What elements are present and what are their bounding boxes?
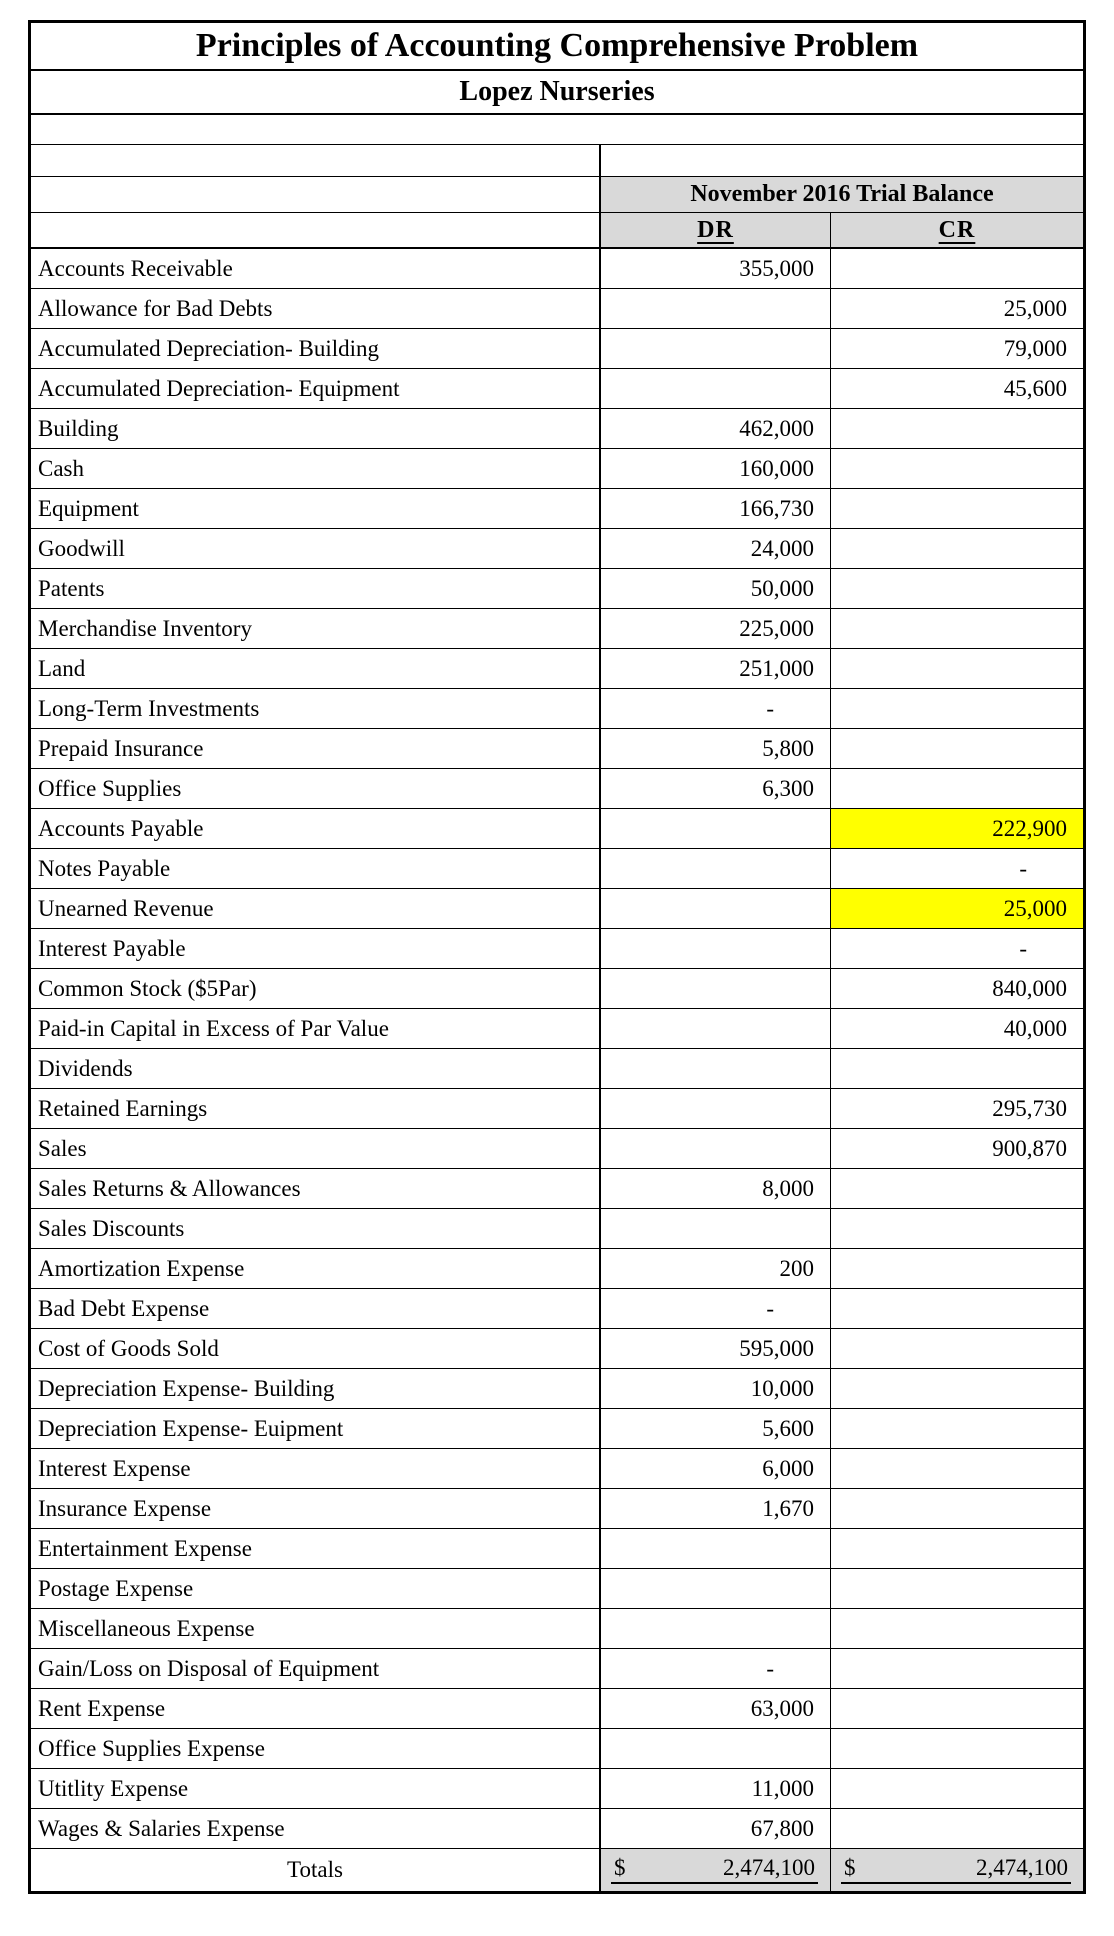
dr-value: - bbox=[601, 1649, 831, 1689]
dr-value bbox=[601, 929, 831, 969]
account-name: Gain/Loss on Disposal of Equipment bbox=[31, 1649, 601, 1689]
table-row bbox=[31, 369, 1083, 409]
dr-value: 10,000 bbox=[601, 1369, 831, 1409]
account-name: Allowance for Bad Debts bbox=[31, 289, 601, 329]
cr-value: 25,000 bbox=[831, 889, 1083, 929]
dr-value bbox=[601, 1569, 831, 1609]
dr-value bbox=[601, 1089, 831, 1129]
column-header-row bbox=[31, 213, 1083, 249]
cr-value bbox=[831, 529, 1083, 569]
table-row bbox=[31, 649, 1083, 689]
dr-value: 5,800 bbox=[601, 729, 831, 769]
cr-total-value: 2,474,100 bbox=[976, 1854, 1068, 1880]
account-name: Patents bbox=[31, 569, 601, 609]
dr-value bbox=[601, 809, 831, 849]
table-row bbox=[31, 1129, 1083, 1169]
dr-value: 50,000 bbox=[601, 569, 831, 609]
account-name: Wages & Salaries Expense bbox=[31, 1809, 601, 1849]
table-row bbox=[31, 1049, 1083, 1089]
blank-cell bbox=[601, 145, 1083, 177]
account-name: Notes Payable bbox=[31, 849, 601, 889]
cr-value bbox=[831, 1809, 1083, 1849]
cr-value bbox=[831, 769, 1083, 809]
dr-value bbox=[601, 369, 831, 409]
cr-value: - bbox=[831, 849, 1083, 889]
cr-value bbox=[831, 1409, 1083, 1449]
dr-value: 6,300 bbox=[601, 769, 831, 809]
dr-total bbox=[611, 1855, 818, 1884]
cr-value bbox=[831, 1729, 1083, 1769]
dr-value bbox=[601, 1529, 831, 1569]
account-name: Sales bbox=[31, 1129, 601, 1169]
dr-value: 462,000 bbox=[601, 409, 831, 449]
dr-total-value: 2,474,100 bbox=[723, 1854, 815, 1880]
account-name: Long-Term Investments bbox=[31, 689, 601, 729]
table-row bbox=[31, 1009, 1083, 1049]
account-name: Sales Discounts bbox=[31, 1209, 601, 1249]
account-name: Utitlity Expense bbox=[31, 1769, 601, 1809]
account-name: Insurance Expense bbox=[31, 1489, 601, 1529]
cr-value bbox=[831, 1249, 1083, 1289]
dr-value: 595,000 bbox=[601, 1329, 831, 1369]
account-name: Office Supplies Expense bbox=[31, 1729, 601, 1769]
account-name: Bad Debt Expense bbox=[31, 1289, 601, 1329]
cr-column-header: CR bbox=[831, 213, 1083, 249]
account-name: Interest Expense bbox=[31, 1449, 601, 1489]
table-row bbox=[31, 729, 1083, 769]
account-name: Retained Earnings bbox=[31, 1089, 601, 1129]
cr-value: - bbox=[831, 929, 1083, 969]
dr-value: 67,800 bbox=[601, 1809, 831, 1849]
account-name: Entertainment Expense bbox=[31, 1529, 601, 1569]
table-row bbox=[31, 489, 1083, 529]
dr-value: 5,600 bbox=[601, 1409, 831, 1449]
cr-value: 40,000 bbox=[831, 1009, 1083, 1049]
account-name: Building bbox=[31, 409, 601, 449]
account-name: Common Stock ($5Par) bbox=[31, 969, 601, 1009]
cr-value bbox=[831, 1169, 1083, 1209]
account-name: Merchandise Inventory bbox=[31, 609, 601, 649]
dr-value: 11,000 bbox=[601, 1769, 831, 1809]
account-name: Accounts Receivable bbox=[31, 249, 601, 289]
account-name: Prepaid Insurance bbox=[31, 729, 601, 769]
cr-value bbox=[831, 1049, 1083, 1089]
blank-row bbox=[31, 115, 1083, 145]
account-name: Equipment bbox=[31, 489, 601, 529]
cr-value bbox=[831, 1449, 1083, 1489]
table-row bbox=[31, 1729, 1083, 1769]
account-name: Sales Returns & Allowances bbox=[31, 1169, 601, 1209]
dr-value: 355,000 bbox=[601, 249, 831, 289]
dr-column-header: DR bbox=[601, 213, 831, 249]
table-row bbox=[31, 1329, 1083, 1369]
account-name: Cash bbox=[31, 449, 601, 489]
table-row bbox=[31, 1609, 1083, 1649]
account-name: Accumulated Depreciation- Building bbox=[31, 329, 601, 369]
table-row bbox=[31, 929, 1083, 969]
title-row bbox=[31, 23, 1083, 71]
dr-value: 225,000 bbox=[601, 609, 831, 649]
trial-balance-sheet bbox=[28, 20, 1086, 1894]
cr-value bbox=[831, 729, 1083, 769]
table-row bbox=[31, 1249, 1083, 1289]
dr-value: 6,000 bbox=[601, 1449, 831, 1489]
dr-value: 63,000 bbox=[601, 1689, 831, 1729]
account-name: Accounts Payable bbox=[31, 809, 601, 849]
cr-value bbox=[831, 649, 1083, 689]
cr-value bbox=[831, 449, 1083, 489]
dr-value bbox=[601, 329, 831, 369]
account-name: Postage Expense bbox=[31, 1569, 601, 1609]
cr-value bbox=[831, 609, 1083, 649]
blank-cell bbox=[31, 145, 601, 177]
table-row bbox=[31, 569, 1083, 609]
cr-value bbox=[831, 1649, 1083, 1689]
page-title: Principles of Accounting Comprehensive Problem bbox=[31, 23, 1083, 71]
subtitle-row bbox=[31, 71, 1083, 115]
table-row bbox=[31, 1529, 1083, 1569]
cr-value bbox=[831, 1769, 1083, 1809]
cr-value bbox=[831, 409, 1083, 449]
table-row bbox=[31, 849, 1083, 889]
cr-value bbox=[831, 1289, 1083, 1329]
dr-value bbox=[601, 1609, 831, 1649]
totals-label: Totals bbox=[31, 1849, 601, 1891]
cr-value bbox=[831, 249, 1083, 289]
account-name: Miscellaneous Expense bbox=[31, 1609, 601, 1649]
cr-total-cell bbox=[831, 1849, 1083, 1891]
cr-value bbox=[831, 1569, 1083, 1609]
table-row bbox=[31, 409, 1083, 449]
dr-value: - bbox=[601, 1289, 831, 1329]
dr-value: 160,000 bbox=[601, 449, 831, 489]
cr-value: 79,000 bbox=[831, 329, 1083, 369]
cr-value: 900,870 bbox=[831, 1129, 1083, 1169]
dr-value: 24,000 bbox=[601, 529, 831, 569]
dollar-sign: $ bbox=[614, 1854, 626, 1880]
account-name: Paid-in Capital in Excess of Par Value bbox=[31, 1009, 601, 1049]
table-row bbox=[31, 1769, 1083, 1809]
table-row bbox=[31, 1409, 1083, 1449]
dr-value: 200 bbox=[601, 1249, 831, 1289]
account-name: Interest Payable bbox=[31, 929, 601, 969]
cr-value: 840,000 bbox=[831, 969, 1083, 1009]
table-row bbox=[31, 1649, 1083, 1689]
account-name: Depreciation Expense- Building bbox=[31, 1369, 601, 1409]
account-name: Rent Expense bbox=[31, 1689, 601, 1729]
table-row bbox=[31, 769, 1083, 809]
table-row bbox=[31, 249, 1083, 289]
cr-value bbox=[831, 1609, 1083, 1649]
trial-balance-header: November 2016 Trial Balance bbox=[601, 177, 1083, 213]
blank-cell bbox=[31, 177, 601, 213]
cr-value: 25,000 bbox=[831, 289, 1083, 329]
blank-row bbox=[31, 145, 1083, 177]
table-row bbox=[31, 1169, 1083, 1209]
dr-value bbox=[601, 889, 831, 929]
table-row bbox=[31, 529, 1083, 569]
table-row bbox=[31, 1449, 1083, 1489]
account-name: Goodwill bbox=[31, 529, 601, 569]
cr-value: 45,600 bbox=[831, 369, 1083, 409]
dr-value bbox=[601, 1009, 831, 1049]
dr-total-cell bbox=[601, 1849, 831, 1891]
dr-value: 166,730 bbox=[601, 489, 831, 529]
account-name: Cost of Goods Sold bbox=[31, 1329, 601, 1369]
table-row bbox=[31, 1489, 1083, 1529]
table-row bbox=[31, 889, 1083, 929]
dr-value bbox=[601, 1049, 831, 1089]
table-row bbox=[31, 1369, 1083, 1409]
dr-value: 1,670 bbox=[601, 1489, 831, 1529]
company-name: Lopez Nurseries bbox=[31, 71, 1083, 115]
account-name: Accumulated Depreciation- Equipment bbox=[31, 369, 601, 409]
dr-value: - bbox=[601, 689, 831, 729]
dr-value bbox=[601, 1209, 831, 1249]
table-row bbox=[31, 969, 1083, 1009]
totals-row bbox=[31, 1849, 1083, 1891]
table-row bbox=[31, 289, 1083, 329]
cr-value bbox=[831, 689, 1083, 729]
dr-value bbox=[601, 1129, 831, 1169]
table-row bbox=[31, 449, 1083, 489]
table-row bbox=[31, 1689, 1083, 1729]
cr-value bbox=[831, 569, 1083, 609]
cr-value bbox=[831, 1209, 1083, 1249]
dr-value: 8,000 bbox=[601, 1169, 831, 1209]
table-row bbox=[31, 809, 1083, 849]
account-name: Amortization Expense bbox=[31, 1249, 601, 1289]
dr-value bbox=[601, 1729, 831, 1769]
table-row bbox=[31, 1809, 1083, 1849]
cr-value bbox=[831, 1489, 1083, 1529]
blank-cell bbox=[31, 115, 1083, 145]
account-name: Depreciation Expense- Euipment bbox=[31, 1409, 601, 1449]
cr-value bbox=[831, 489, 1083, 529]
account-name: Land bbox=[31, 649, 601, 689]
table-row bbox=[31, 1289, 1083, 1329]
table-row bbox=[31, 329, 1083, 369]
blank-cell bbox=[31, 213, 601, 249]
cr-total bbox=[841, 1855, 1071, 1884]
dr-value bbox=[601, 289, 831, 329]
cr-value bbox=[831, 1529, 1083, 1569]
table-row bbox=[31, 1569, 1083, 1609]
cr-value bbox=[831, 1369, 1083, 1409]
account-name: Office Supplies bbox=[31, 769, 601, 809]
dr-value bbox=[601, 969, 831, 1009]
dr-value: 251,000 bbox=[601, 649, 831, 689]
dr-value bbox=[601, 849, 831, 889]
table-row bbox=[31, 609, 1083, 649]
cr-value: 222,900 bbox=[831, 809, 1083, 849]
cr-value: 295,730 bbox=[831, 1089, 1083, 1129]
table-row bbox=[31, 1209, 1083, 1249]
table-body bbox=[31, 249, 1083, 1849]
cr-value bbox=[831, 1689, 1083, 1729]
account-name: Dividends bbox=[31, 1049, 601, 1089]
dollar-sign: $ bbox=[844, 1854, 856, 1880]
account-name: Unearned Revenue bbox=[31, 889, 601, 929]
cr-value bbox=[831, 1329, 1083, 1369]
table-row bbox=[31, 689, 1083, 729]
trial-balance-header-row bbox=[31, 177, 1083, 213]
table-row bbox=[31, 1089, 1083, 1129]
